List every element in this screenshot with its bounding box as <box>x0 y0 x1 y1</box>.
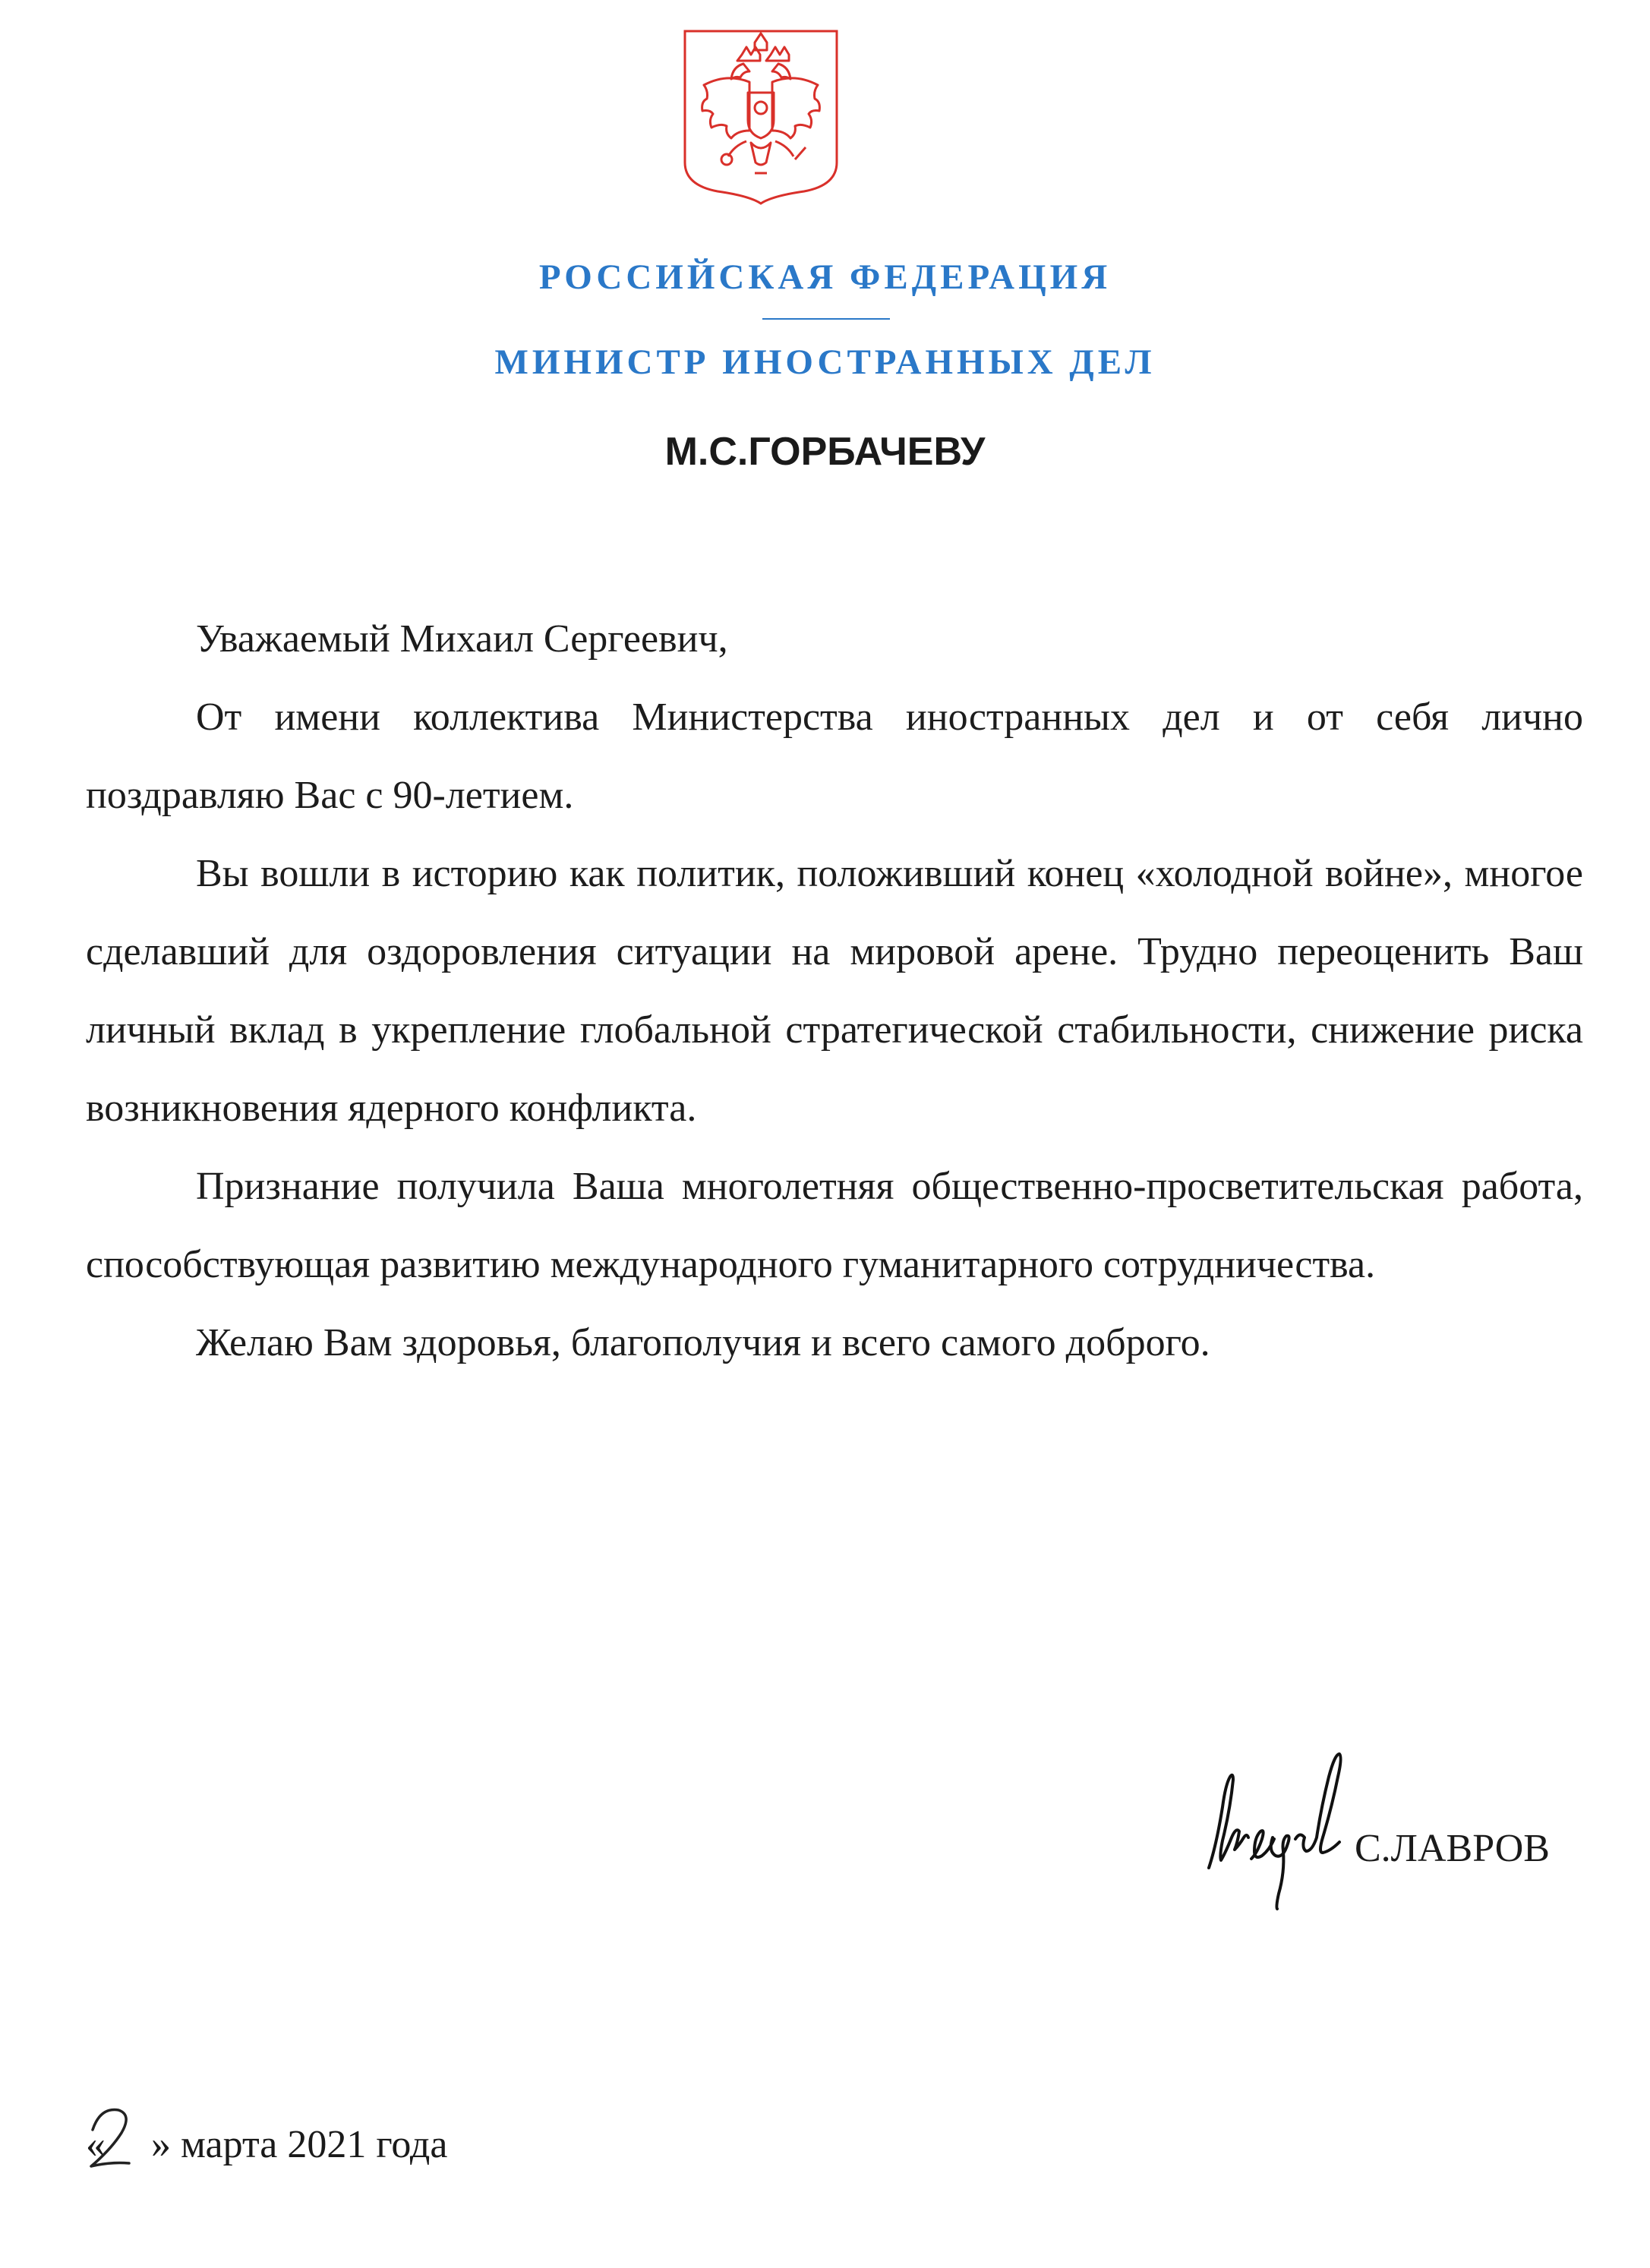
date-month-year: » марта 2021 года <box>151 2123 448 2166</box>
country-heading: РОССИЙСКАЯ ФЕДЕРАЦИЯ <box>538 257 1112 297</box>
recipient-name: М.С.ГОРБАЧЕВУ <box>664 430 986 474</box>
paragraph-1: От имени коллектива Министерства иностранных дел и от себя лично поздравляю Вас с 90-летием. <box>86 696 1583 817</box>
signer-name: С.ЛАВРОВ <box>1355 1827 1550 1870</box>
double-headed-eagle-icon <box>683 29 839 205</box>
paragraph-3: Признание получила Ваша многолетняя общественно-просветительская работа, способствующая развитию международного гуманитарного сотрудничества. <box>86 1165 1583 1286</box>
salutation: Уважаемый Михаил Сергеевич, <box>196 617 728 661</box>
date-open-quote: « <box>86 2123 106 2166</box>
letter-body <box>86 600 1583 1382</box>
header-divider <box>762 318 890 320</box>
coat-of-arms-emblem <box>683 29 839 205</box>
handwritten-signature <box>1198 1724 1411 1921</box>
handwritten-day <box>76 2099 167 2179</box>
paragraph-4: Желаю Вам здоровья, благополучия и всего самого доброго. <box>196 1321 1210 1364</box>
office-heading: МИНИСТР ИНОСТРАННЫХ ДЕЛ <box>494 342 1156 382</box>
paragraph-2: Вы вошли в историю как политик, положивший конец «холодной войне», многое сделавший для оздоровления ситуации на мировой арене. Трудно переоценить Ваш личный вклад в укрепление глобальной стратегической стабильности, снижение риска возникновения ядерного конфликта. <box>86 852 1583 1130</box>
